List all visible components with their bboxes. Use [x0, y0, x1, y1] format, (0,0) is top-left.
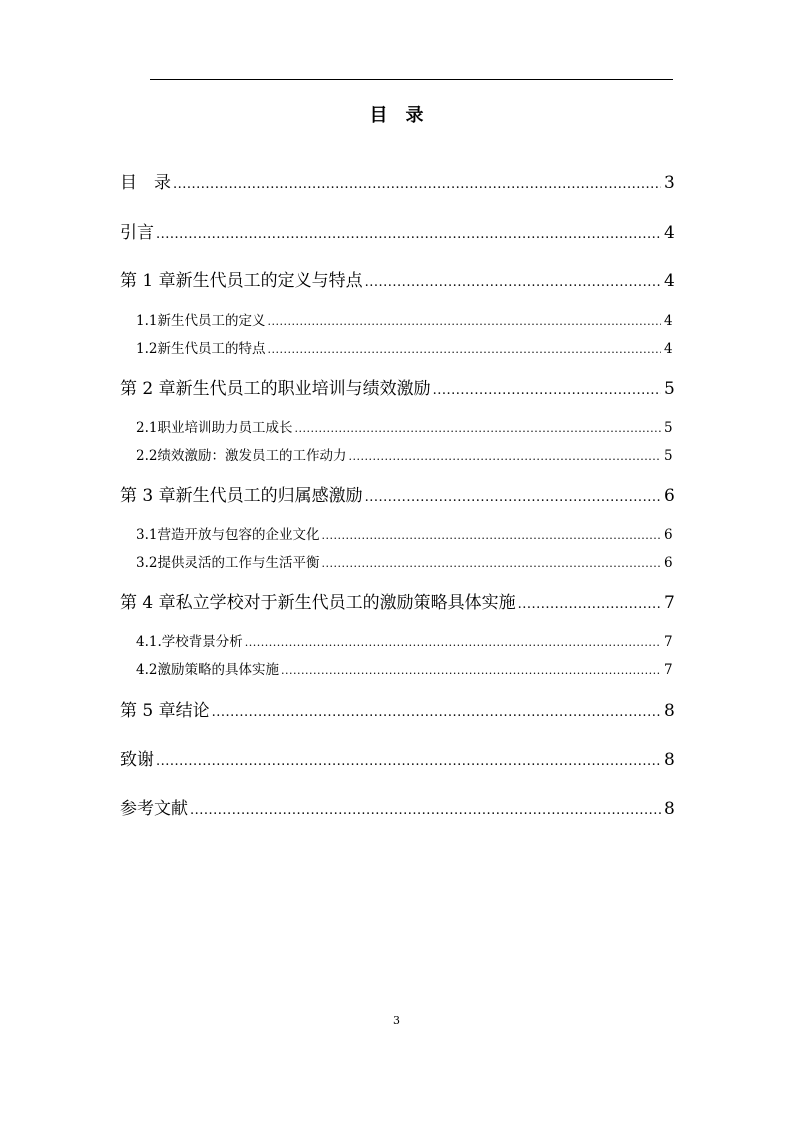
toc-entry-number: 2.2 — [136, 448, 158, 464]
toc-entry-label: 提供灵活的工作与生活平衡 — [157, 555, 320, 571]
toc-entry-number: 4.1. — [136, 634, 162, 650]
dot-leader — [281, 660, 661, 681]
toc-entry-section-3-1[interactable] — [120, 525, 672, 546]
toc-entry-number: 第 4 章 — [120, 593, 176, 613]
toc-entry-label: 营造开放与包容的企业文化 — [157, 527, 320, 543]
dot-leader — [365, 269, 661, 295]
dot-leader — [190, 797, 661, 823]
toc-entry-label: 结论 — [175, 701, 210, 721]
dot-leader — [267, 311, 661, 332]
toc-entry-page: 3 — [664, 173, 675, 193]
toc-entry-chapter-3[interactable] — [120, 484, 675, 510]
dot-leader — [212, 699, 661, 725]
toc-entry-number: 第 2 章 — [120, 379, 176, 399]
toc-entry-page: 6 — [664, 527, 673, 543]
dot-leader — [156, 748, 661, 774]
dot-leader — [156, 221, 661, 247]
toc-entry-section-4-1[interactable] — [120, 632, 672, 653]
toc-entry-section-2-2[interactable] — [120, 446, 672, 467]
toc-entry-acknowledgements[interactable] — [120, 748, 675, 774]
toc-entry-number: 第 3 章 — [120, 486, 176, 506]
dot-leader — [245, 632, 661, 653]
toc-entry-section-3-2[interactable] — [120, 553, 672, 574]
toc-entry-page: 4 — [664, 313, 673, 329]
toc-entry-page: 8 — [664, 750, 675, 770]
toc-entry-page: 8 — [664, 799, 675, 819]
toc-entry-label: 致谢 — [120, 750, 154, 770]
toc-entry-section-1-2[interactable] — [120, 339, 672, 360]
toc-entry-number: 3.1 — [136, 527, 158, 543]
toc-entry-page: 7 — [664, 593, 675, 613]
toc-entry-page: 6 — [664, 486, 675, 506]
toc-entry-number: 4.2 — [136, 662, 158, 678]
dot-leader — [173, 171, 661, 197]
dot-leader — [518, 591, 661, 617]
page-title: 目 录 — [369, 105, 424, 126]
toc-entry-label: 新生代员工的归属感激励 — [175, 486, 363, 506]
toc-entry-label: 职业培训助力员工成长 — [157, 420, 293, 436]
toc-entry-chapter-5[interactable] — [120, 699, 675, 725]
toc-entry-contents[interactable] — [120, 171, 675, 197]
toc-entry-label: 新生代员工的职业培训与绩效激励 — [175, 379, 431, 399]
dot-leader — [321, 525, 661, 546]
toc-entry-introduction[interactable] — [120, 221, 675, 247]
toc-entry-number: 第 1 章 — [120, 271, 176, 291]
toc-entry-section-1-1[interactable] — [120, 311, 672, 332]
header-rule — [150, 79, 673, 80]
toc-entry-page: 4 — [664, 341, 673, 357]
toc-entry-page: 5 — [664, 448, 673, 464]
toc-entry-label: 新生代员工的定义与特点 — [175, 271, 363, 291]
toc-entry-page: 6 — [664, 555, 673, 571]
dot-leader — [267, 339, 661, 360]
toc-entry-number: 2.1 — [136, 420, 158, 436]
toc-entry-label: 目 录 — [120, 173, 171, 193]
toc-entry-label: 学校背景分析 — [161, 634, 243, 650]
toc-entry-chapter-4[interactable] — [120, 591, 675, 617]
toc-entry-chapter-1[interactable] — [120, 269, 675, 295]
toc-entry-section-2-1[interactable] — [120, 418, 672, 439]
toc-entry-label: 私立学校对于新生代员工的激励策略具体实施 — [175, 593, 516, 613]
toc-entry-number: 第 5 章 — [120, 701, 176, 721]
toc-entry-references[interactable] — [120, 797, 675, 823]
toc-entry-page: 7 — [664, 634, 673, 650]
toc-entry-number: 3.2 — [136, 555, 158, 571]
toc-entry-number: 1.1 — [136, 313, 158, 329]
toc-entry-label: 参考文献 — [120, 799, 188, 819]
toc-entry-page: 4 — [664, 223, 675, 243]
dot-leader — [365, 484, 661, 510]
footer-page-number: 3 — [393, 1014, 400, 1027]
toc-entry-label: 激励策略的具体实施 — [157, 662, 279, 678]
toc-entry-label: 引言 — [120, 223, 154, 243]
toc-entry-page: 5 — [664, 379, 675, 399]
toc-entry-page: 4 — [664, 271, 675, 291]
toc-entry-label: 新生代员工的定义 — [157, 313, 266, 329]
dot-leader — [433, 377, 661, 403]
toc-entry-label: 新生代员工的特点 — [157, 341, 266, 357]
dot-leader — [294, 418, 661, 439]
toc-entry-label: 绩效激励：激发员工的工作动力 — [157, 448, 347, 464]
toc-entry-page: 8 — [664, 701, 675, 721]
dot-leader — [348, 446, 661, 467]
toc-entry-chapter-2[interactable] — [120, 377, 675, 403]
toc-entry-number: 1.2 — [136, 341, 158, 357]
dot-leader — [321, 553, 661, 574]
toc-entry-page: 7 — [664, 662, 673, 678]
toc-entry-section-4-2[interactable] — [120, 660, 672, 681]
toc-entry-page: 5 — [664, 420, 673, 436]
